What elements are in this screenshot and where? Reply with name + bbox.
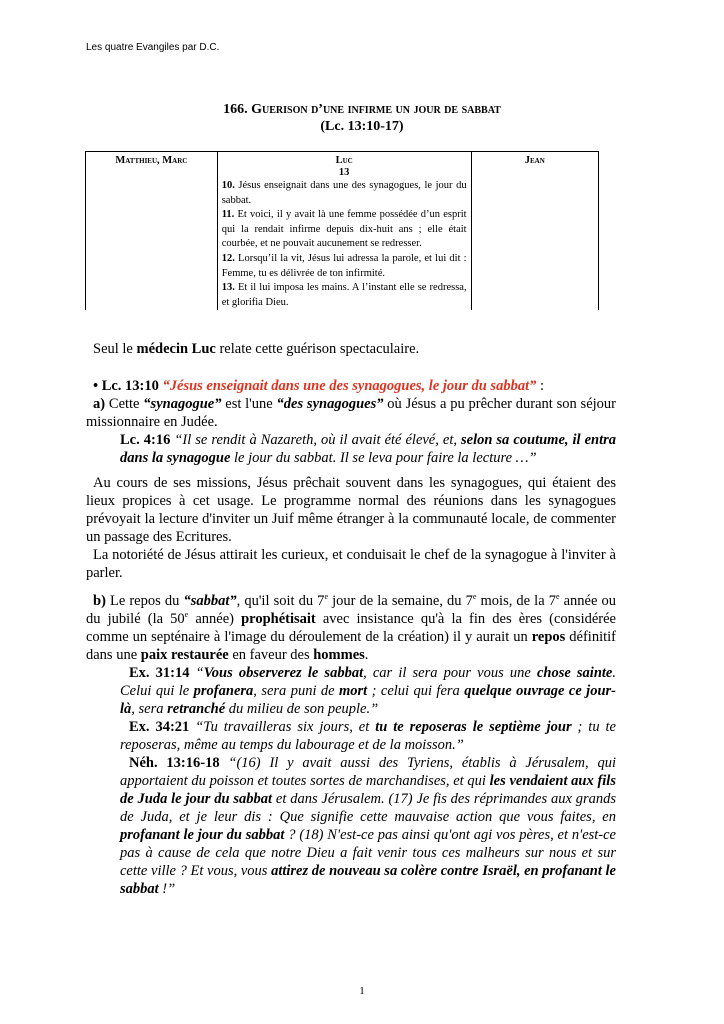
quote-lc-4-16: Lc. 4:16 “Il se rendit à Nazareth, où il avait été élevé, et, selon sa coutume, il entra dans la synagogue le jour du sabbat. Il se leva pour faire la lecture …” <box>120 432 616 466</box>
quote-neh-13-16-18: Néh. 13:16-18 “(16) Il y avait aussi des Tyriens, établis à Jérusalem, qui apportaient du poisson et toutes sortes de marchandises, et qui les vendaient aux fils de Juda le jour du sabbat et dans Jérusalem. (17) Je fis des réprimandes aux grands de Juda, et je leur dis : Que signifie cette mauvaise action que vous faites, en profanant le jour du sabbat ? (18) N'est-ce pas ainsi qu'ont agi vos pères, et n'est-ce pas à cause de cela que notre Dieu a fait venir tous ces malheurs sur nous et sur cette ville ? Et vous, vous attirez de nouveau sa colère contre Israël, en profanant le sabbat !” <box>120 755 617 897</box>
luc-verses <box>222 179 467 310</box>
reference: • Lc. 13:10 <box>93 378 159 394</box>
column-luc <box>217 152 471 311</box>
page-header: Les quatre Evangiles par D.C. <box>86 42 220 53</box>
missions-paragraph: Au cours de ses missions, Jésus prêchait souvent dans les synagogues, qui étaient des lieux propices à cet usage. Le programme normal des réunions dans les synagogues prévoyait la lecture d'inviter un Juif même étranger à la communauté locale, de commenter un passage des Ecritures. La notoriété de Jésus attirait les curieux, et conduisait le chef de la synagogue à l'inviter à parler. <box>86 475 616 581</box>
verse: 12. Lorsqu’il la vit, Jésus lui adressa la parole, et lui dit : Femme, tu es délivrée de ton infirmité. <box>221 252 467 279</box>
verse: 11. Et voici, il y avait là une femme possédée d’un esprit qui la rendait infirme depuis dix-huit ans ; elle était courbée, et ne pouvait aucunement se redresser. <box>221 209 467 250</box>
section-sabbat: b) Le repos du “sabbat”, qu'il soit du 7e jour de la semaine, du 7e mois, de la 7e année ou du jubilé (la 50e année) prophétisait avec insistance qu'à la fin des ères (considérée comme un septénaire à l'image du déroulement de la création) il y aurait un repos définitif dans une paix restaurée en faveur des hommes. Ex. 31:14 “Vous observerez le sabbat, car il sera pour vous une chose sainte. Celui qui le profanera, sera puni de mort ; celui qui fera quelque ouvrage ce jour-là, sera retranché du milieu de son peuple.” Ex. 34:21 “Tu travailleras six jours, et tu te reposeras le septième jour ; tu te reposeras, même au temps du labourage et de la moisson.” Néh. 13:16-18 “(16) Il y avait aussi des Tyriens, établis à Jérusalem, qui apportaient du poisson et toutes sortes de marchandises, et qui les vendaient aux fils de Juda le jour du sabbat et dans Jérusalem. (17) Je fis des réprimandes aux grands de Juda, et je leur dis : Que signifie cette mauvaise action que vous faites, en profanant le jour du sabbat ? (18) N'est-ce pas ainsi qu'ont agi vos pères, et n'est-ce pas à cause de cela que notre Dieu a fait venir tous ces malheurs sur nous et sur cette ville ? Et vous, vous attirez de nouveau sa colère contre Israël, en profanant le sabbat !” <box>86 592 617 897</box>
section-title <box>0 101 724 135</box>
page-number: 1 <box>359 985 365 997</box>
synopsis-table <box>85 151 599 310</box>
notoriete-paragraph: La notoriété de Jésus attirait les curieux, et conduisait le chef de la synagogue à l'inviter à parler. <box>86 547 616 581</box>
verse: 13. Et il lui imposa les mains. A l’instant elle se redressa, et glorifia Dieu. <box>221 282 467 308</box>
title-number: 166. <box>223 102 248 117</box>
intro-paragraph: Seul le médecin Luc relate cette guérison spectaculaire. <box>93 341 420 357</box>
quote: “Jésus enseignait dans une des synagogues, le jour du sabbat” <box>162 378 537 394</box>
title-text: Guerison d’une infirme un jour de sabbat <box>251 102 501 117</box>
title-reference: (Lc. 13:10-17) <box>320 119 404 134</box>
column-matthieu-marc: Matthieu, Marc <box>86 152 218 311</box>
section-lc-13-10: • Lc. 13:10 “Jésus enseignait dans une des synagogues, le jour du sabbat” : a) Cette “synagogue” est l'une “des synagogues” où Jésus a pu prêcher durant son séjour missionnaire en Judée. Lc. 4:16 “Il se rendit à Nazareth, où il avait été élevé, et, selon sa coutume, il entra dans la synagogue le jour du sabbat. Il se leva pour faire la lecture …” <box>86 378 616 466</box>
luc-chapter: 13 <box>338 167 350 178</box>
quote-ex-34-21: Ex. 34:21 “Tu travailleras six jours, et tu te reposeras le septième jour ; tu te reposeras, même au temps du labourage et de la moisson.” <box>120 719 616 753</box>
quote-ex-31-14: Ex. 31:14 “Vous observerez le sabbat, car il sera pour vous une chose sainte. Celui qui le profanera, sera puni de mort ; celui qui fera quelque ouvrage ce jour-là, sera retranché du milieu de son peuple.” <box>120 665 616 717</box>
luc-header: Luc <box>335 155 353 166</box>
column-jean: Jean <box>471 152 598 311</box>
verse: 10. Jésus enseignait dans une des synagogues, le jour du sabbat. <box>221 180 467 206</box>
